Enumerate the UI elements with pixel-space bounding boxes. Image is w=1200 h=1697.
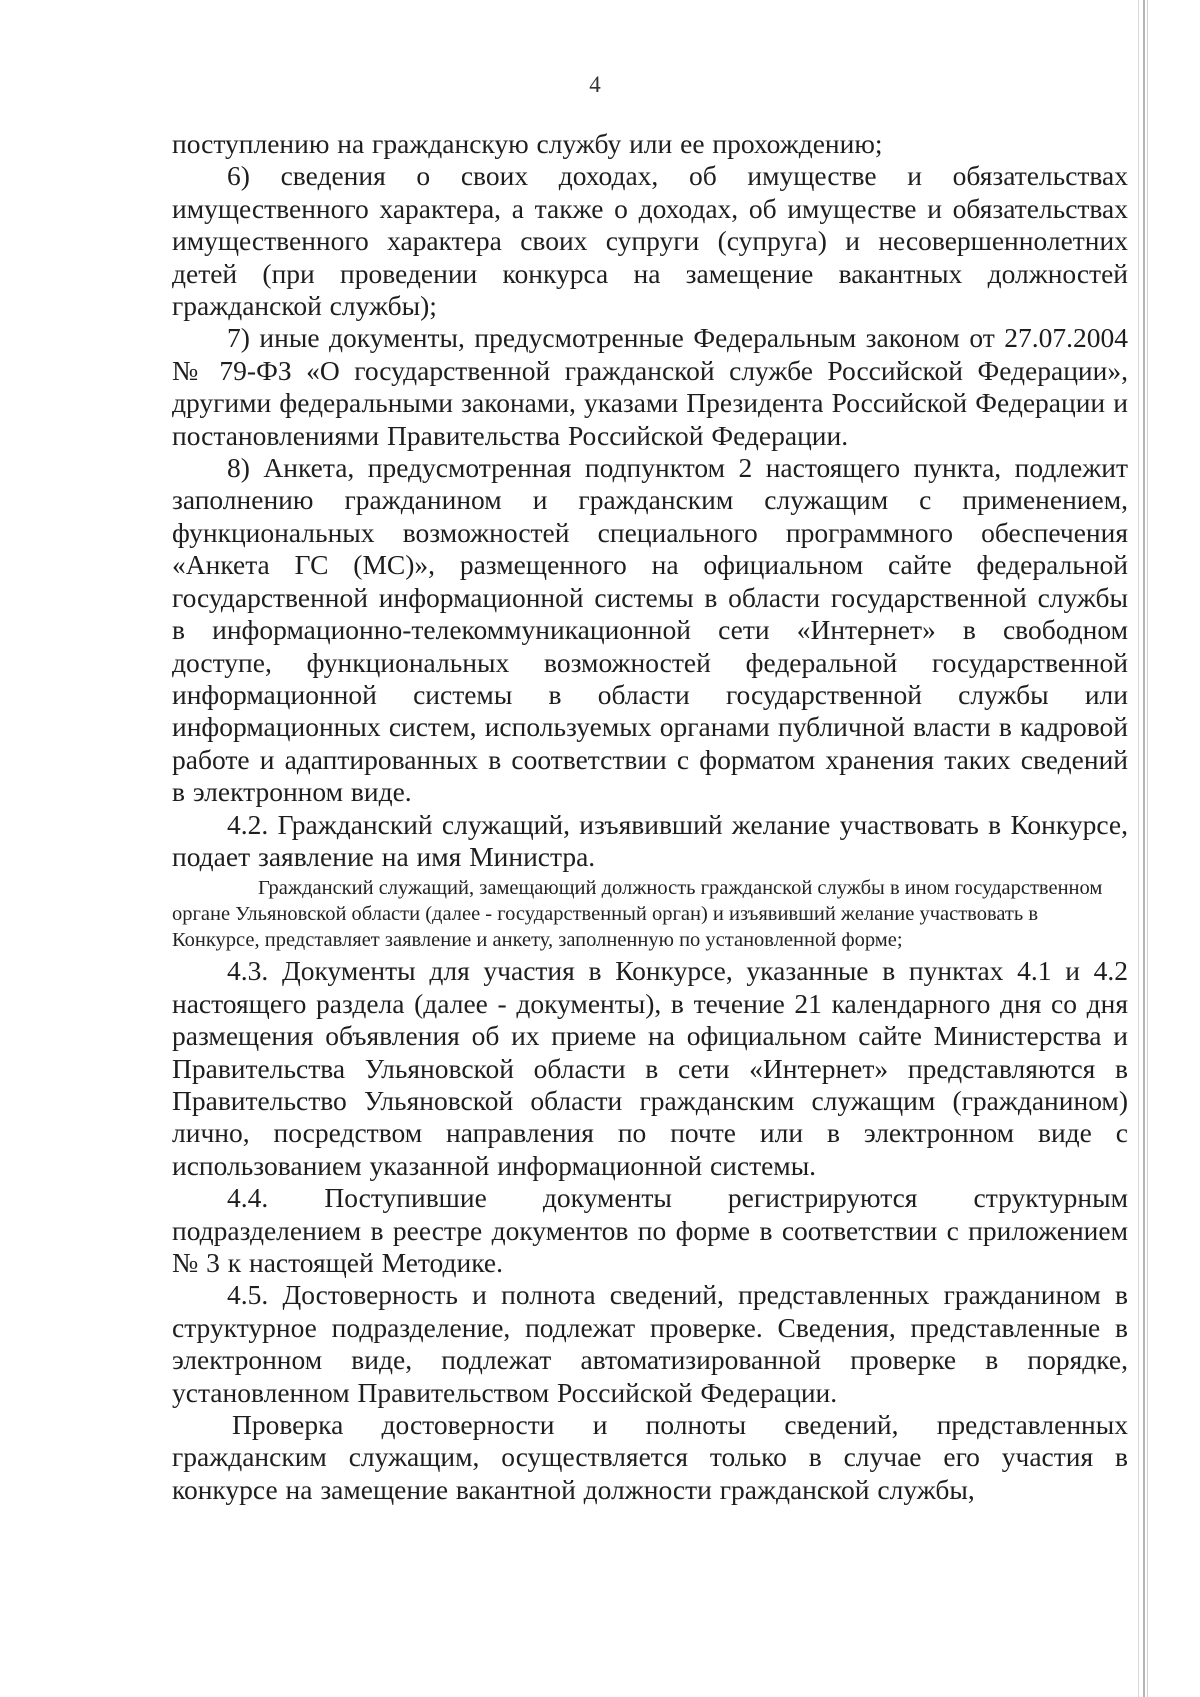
- paragraph-continuation: поступлению на гражданскую службу или ее прохождению;: [172, 128, 883, 159]
- scan-edge-line: [1147, 0, 1148, 1697]
- paragraph-4-3: 4.3. Документы для участия в Конкурсе, указанные в пунктах 4.1 и 4.2 настоящего раздела (далее - документы), в течение 21 календарного дня со дня размещения объявления об их приеме на официальном сайте Министерства и Правительства Ульяновской области в сети «Интернет» представляются в Правительство Ульяновской области гражданским служащим (гражданином) лично, посредством направления по почте или в электронном виде с использованием указанной информационной системы.: [172, 955, 1128, 1181]
- paragraph-item-8: 8) Анкета, предусмотренная подпунктом 2 настоящего пункта, подлежит заполнению гражданином и гражданским служащим с применением, функциональных возможностей специального программного обеспечения «Анкета ГС (МС)», размещенного на официальном сайте федеральной государственной информационной системы в области государственной службы в информационно-телекоммуникационной сети «Интернет» в свободном доступе, функциональных возможностей федеральной государственной информационной системы в области государственной службы или информационных систем, используемых органами публичной власти в кадровой работе и адаптированных в соответствии с форматом хранения таких сведений в электронном виде.: [172, 452, 1128, 808]
- paragraph-4-2: 4.2. Гражданский служащий, изъявивший желание участвовать в Конкурсе, подает заявление на имя Министра.: [172, 808, 1128, 872]
- page-number: 4: [589, 72, 601, 97]
- paragraph-item-6: 6) сведения о своих доходах, об имуществе и обязательствах имущественного характера, а также о доходах, об имуществе и обязательствах имущественного характера своих супруги (супруга) и несовершеннолетних детей (при проведении конкурса на замещение вакантных должностей гражданской службы);: [172, 160, 1128, 322]
- document-body: [172, 128, 1128, 1506]
- paragraph-4-5: 4.5. Достоверность и полнота сведений, представленных гражданином в структурное подразделение, подлежат проверке. Сведения, представленные в электронном виде, подлежат автоматизированной проверке в порядке, установленном Правительством Российской Федерации.: [172, 1279, 1128, 1408]
- paragraph-item-7: 7) иные документы, предусмотренные Федеральным законом от 27.07.2004 № 79-ФЗ «О государственной гражданской службе Российской Федерации», другими федеральными законами, указами Президента Российской Федерации и постановлениями Правительства Российской Федерации.: [172, 322, 1128, 451]
- paragraph-4-2-small-insert: Гражданский служащий, замещающий должность гражданской службы в ином государственном органе Ульяновской области (далее - государственный орган) и изъявивший желание участвовать в Конкурсе, представляет заявление и анкету, заполненную по установленной форме;: [172, 877, 1103, 952]
- paragraph-verification: Проверка достоверности и полноты сведений, представленных гражданским служащим, осуществляется только в случае его участия в конкурсе на замещение вакантной должности гражданской службы,: [172, 1409, 1128, 1505]
- scan-edge-line: [1143, 0, 1145, 1697]
- scan-edge-line: [1138, 0, 1139, 1697]
- paragraph-4-4: 4.4. Поступившие документы регистрируются структурным подразделением в реестре документов по форме в соответствии с приложением № 3 к настоящей Методике.: [172, 1182, 1128, 1278]
